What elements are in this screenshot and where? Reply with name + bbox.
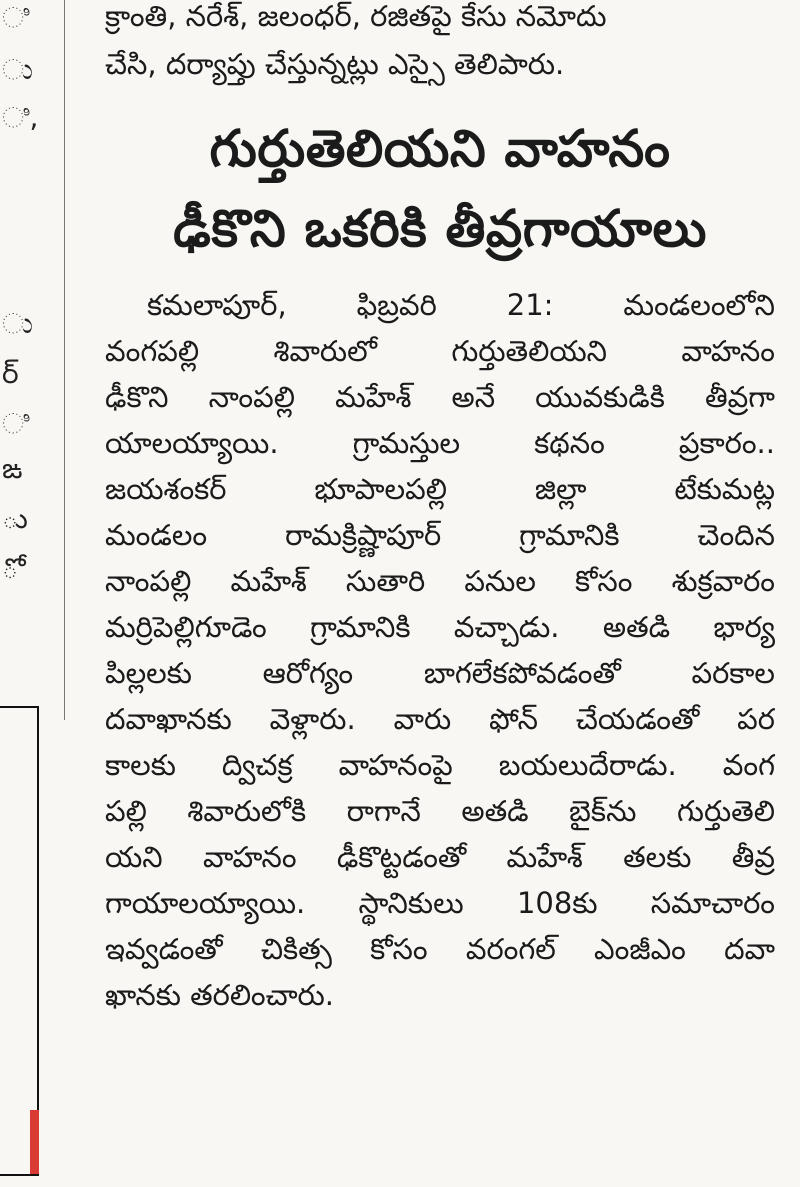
intro-line: క్రాంతి, నరేశ్, జలంధర్, రజితపై కేసు నమోదు — [105, 0, 607, 33]
body-line: పిల్లలకు ఆరోగ్యం బాగలేకపోవడంతో పరకాల — [105, 656, 775, 690]
body-line: మర్రిపెల్లిగూడెం గ్రామానికి వచ్చాడు. అతడి భార్య — [105, 610, 775, 644]
body-line: జయశంకర్ భూపాలపల్లి జిల్లా టేకుమట్ల — [105, 472, 775, 506]
left-boxed-ad — [0, 706, 39, 1176]
left-column-fragment — [0, 0, 72, 1187]
body-line: కాలకు ద్విచక్ర వాహనంపై బయలుదేరాడు. వంగ — [105, 748, 775, 782]
body-line: యాలయ్యాయి. గ్రామస్తుల కథనం ప్రకారం.. — [105, 426, 775, 460]
left-fragment-char: ಿ — [2, 407, 30, 440]
headline-line-2: ఢీకొని ఒకరికి తీవ్రగాయాలు — [173, 200, 707, 259]
article-body — [105, 282, 775, 1018]
body-line: కమలాపూర్, ఫిబ్రవరి 21: మండలంలోని — [147, 288, 775, 322]
left-fragment-char: ು — [2, 53, 34, 86]
left-fragment-char: ಿ — [2, 1, 30, 34]
left-fragment-char: ು — [2, 307, 34, 340]
body-line: మండలం రామక్రిష్ణాపూర్ గ్రామానికి చెందిన — [105, 518, 775, 552]
body-line: దవాఖానకు వెళ్లారు. వారు ఫోన్ చేయడంతో పర — [105, 702, 775, 736]
red-accent-bar — [30, 1110, 39, 1174]
left-fragment-char: ಿ, — [2, 101, 39, 134]
body-line: ఢీకొని నాంపల్లి మహేశ్ అనే యువకుడికి తీవ్రగా — [105, 380, 775, 414]
left-fragment-char: ు — [2, 502, 28, 535]
left-fragment-char: ో — [2, 552, 19, 585]
body-line: పల్లి శివారులోకి రాగానే అతడి బైక్‌ను గుర్తుతెలి — [105, 794, 775, 828]
left-fragment-char: ర్ — [2, 357, 19, 390]
body-line: యని వాహనం ఢీకొట్టడంతో మహేశ్ తలకు తీవ్ర — [105, 840, 775, 874]
column-divider — [64, 0, 65, 720]
body-line: ఖానకు తరలించారు. — [105, 978, 335, 1012]
body-line: ఇవ్వడంతో చికిత్స కోసం వరంగల్ ఎంజీఎం దవా — [105, 932, 775, 966]
article-headline — [105, 110, 775, 270]
headline-line-1: గుర్తుతెలియని వాహనం — [209, 120, 671, 179]
body-line: గాయాలయ్యాయి. స్థానికులు 108కు సమాచారం — [105, 886, 775, 920]
left-fragment-char: ఙ — [2, 452, 23, 485]
body-line: వంగపల్లి శివారులో గుర్తుతెలియని వాహనం — [105, 334, 775, 368]
body-line: నాంపల్లి మహేశ్ సుతారి పనుల కోసం శుక్రవారం — [105, 564, 775, 598]
intro-line: చేసి, దర్యాప్తు చేస్తున్నట్లు ఎస్సై తెలిపారు. — [105, 47, 565, 81]
previous-article-tail — [105, 0, 775, 88]
